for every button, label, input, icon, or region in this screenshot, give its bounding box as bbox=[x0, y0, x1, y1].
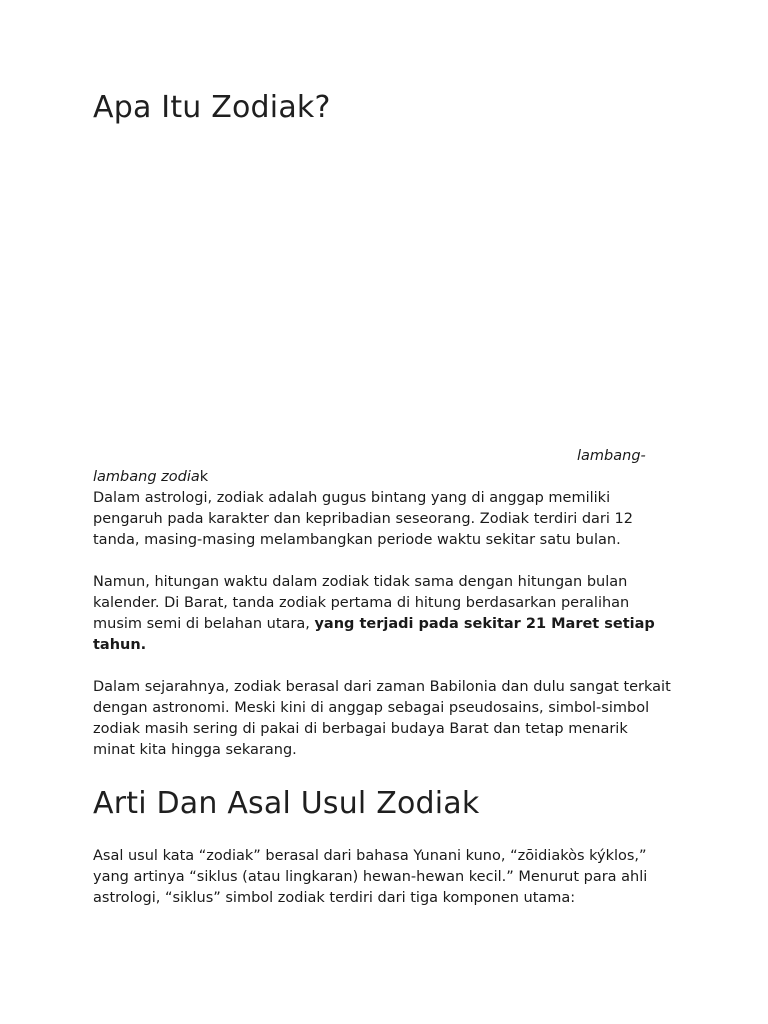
paragraph-line: minat kita hingga sekarang. bbox=[93, 742, 297, 758]
highlighted-text: yang terjadi pada sekitar 21 Maret setiap bbox=[314, 616, 655, 632]
paragraph-line: yang artinya “siklus (atau lingkaran) hewan-hewan kecil.” Menurut para ahli bbox=[93, 869, 648, 885]
paragraph-text: musim semi di belahan utara, bbox=[93, 616, 315, 632]
paragraph-history bbox=[93, 677, 693, 761]
image-placeholder bbox=[93, 140, 673, 440]
caption-tail-text: k bbox=[199, 469, 209, 485]
paragraph-intro bbox=[93, 488, 693, 551]
paragraph-origin bbox=[93, 846, 693, 909]
paragraph-line: zodiak masih sering di pakai di berbagai budaya Barat dan tetap menarik bbox=[93, 721, 628, 737]
page-title: Apa Itu Zodiak? bbox=[93, 90, 331, 125]
caption-italic-text: lambang zodia bbox=[93, 469, 200, 485]
paragraph-line: pengaruh pada karakter dan kepribadian seseorang. Zodiak terdiri dari 12 bbox=[93, 511, 633, 527]
paragraph-line bbox=[93, 614, 693, 635]
paragraph-line: Dalam sejarahnya, zodiak berasal dari zaman Babilonia dan dulu sangat terkait bbox=[93, 679, 671, 695]
paragraph-line: Namun, hitungan waktu dalam zodiak tidak sama dengan hitungan bulan bbox=[93, 574, 628, 590]
image-caption-part-2 bbox=[93, 467, 208, 488]
paragraph-line: dengan astronomi. Meski kini di anggap sebagai pseudosains, simbol-simbol bbox=[93, 700, 650, 716]
image-caption-part-1: lambang- bbox=[577, 448, 646, 464]
paragraph-line: Asal usul kata “zodiak” berasal dari bahasa Yunani kuno, “zōidiakòs kýklos,” bbox=[93, 848, 647, 864]
paragraph-line: kalender. Di Barat, tanda zodiak pertama di hitung berdasarkan peralihan bbox=[93, 595, 630, 611]
paragraph-line: tanda, masing-masing melambangkan periode waktu sekitar satu bulan. bbox=[93, 532, 621, 548]
paragraph-line: astrologi, “siklus” simbol zodiak terdiri dari tiga komponen utama: bbox=[93, 890, 576, 906]
highlighted-text: tahun. bbox=[93, 637, 147, 653]
paragraph-calendar bbox=[93, 572, 693, 656]
section-heading: Arti Dan Asal Usul Zodiak bbox=[93, 786, 480, 821]
paragraph-line: Dalam astrologi, zodiak adalah gugus bintang yang di anggap memiliki bbox=[93, 490, 611, 506]
